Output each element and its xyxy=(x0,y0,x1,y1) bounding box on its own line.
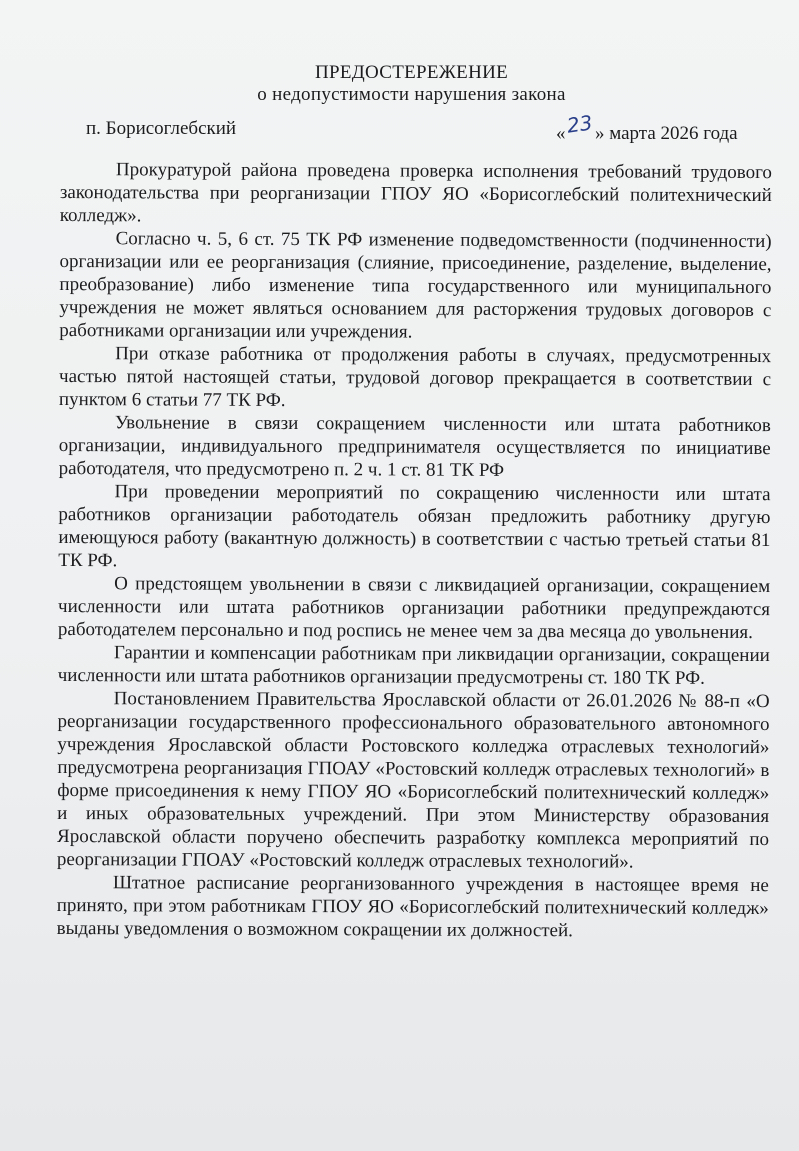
paragraph: Прокуратурой района проведена проверка исполнения требований трудового законодательства при реорганизации ГПОУ ЯО «Борисоглебский политехнический колледж». xyxy=(59,159,772,227)
document-body xyxy=(57,158,772,943)
date-day-handwritten: 23 xyxy=(564,110,594,138)
paragraph: Согласно ч. 5, 6 ст. 75 ТК РФ изменение подведомственности (подчиненности) организации или ее реорганизация (слияние, присоединение, разделение, выделение, преобразование) либо изменение типа государственного или муниципального учреждения не может являться основанием для расторжения трудовых договоров с работниками организации или учреждения. xyxy=(59,228,772,343)
paragraph: Штатное расписание реорганизованного учреждения в настоящее время не принято, при этом работникам ГПОУ ЯО «Борисоглебский политехнический колледж» выданы уведомления о возможном сокращении их должностей. xyxy=(56,872,769,942)
date-month-year: марта 2026 года xyxy=(609,123,738,144)
paragraph: Гарантии и компенсации работникам при ликвидации организации, сокращении численности или штата работников организации предусмотрены ст. 180 ТК РФ. xyxy=(57,642,770,689)
paragraph: Увольнение в связи сокращением численности или штата работников организации, индивидуального предпринимателя осуществляется по инициативе работодателя, что предусмотрено п. 2 ч. 1 ст. 81 ТК РФ xyxy=(58,412,771,481)
paragraph: О предстоящем увольнении в связи с ликвидацией организации, сокращением численности или штата работников организации работники предупреждаются работодателем персонально и под роспись не менее чем за два месяца до увольнения. xyxy=(57,573,771,644)
document-title: ПРЕДОСТЕРЕЖЕНИЕ xyxy=(314,62,509,83)
paragraph: При проведении мероприятий по сокращению численности или штата работников организации работодатель обязан предложить работнику другую имеющуюся работу (вакантную должность) в соответствии с частью третьей статьи 81 ТК РФ. xyxy=(58,481,771,572)
date-close-quote: » xyxy=(594,123,605,144)
document-subtitle: о недопустимости нарушения закона xyxy=(257,84,566,105)
paragraph: Постановлением Правительства Ярославской области от 26.01.2026 № 88-п «О реорганизации государственного профессионального образовательного автономного учреждения Ярославской области Ростовского колледжа отраслевых технологий» предусмотрена реорганизация ГПОАУ «Ростовский колледж отраслевых технологий» в форме присоединения к нему ГПОУ ЯО «Борисоглебский политехнический колледж» и иных образовательных учреждений. При этом Министерству образования Ярославской области поручено обеспечить разработку комплекса мероприятий по реорганизации ГПОАУ «Ростовский колледж отраслевых технологий». xyxy=(56,688,770,873)
date-open-quote: « xyxy=(556,123,566,144)
document-heading xyxy=(0,62,799,106)
paragraph: При отказе работника от продолжения работы в случаях, предусмотренных частью пятой настоящей статьи, трудовой договор прекращается в соответствии с пунктом 6 статьи 77 ТК РФ. xyxy=(58,343,772,411)
place-of-issue: п. Борисоглебский xyxy=(86,118,237,139)
issue-date xyxy=(556,110,738,145)
